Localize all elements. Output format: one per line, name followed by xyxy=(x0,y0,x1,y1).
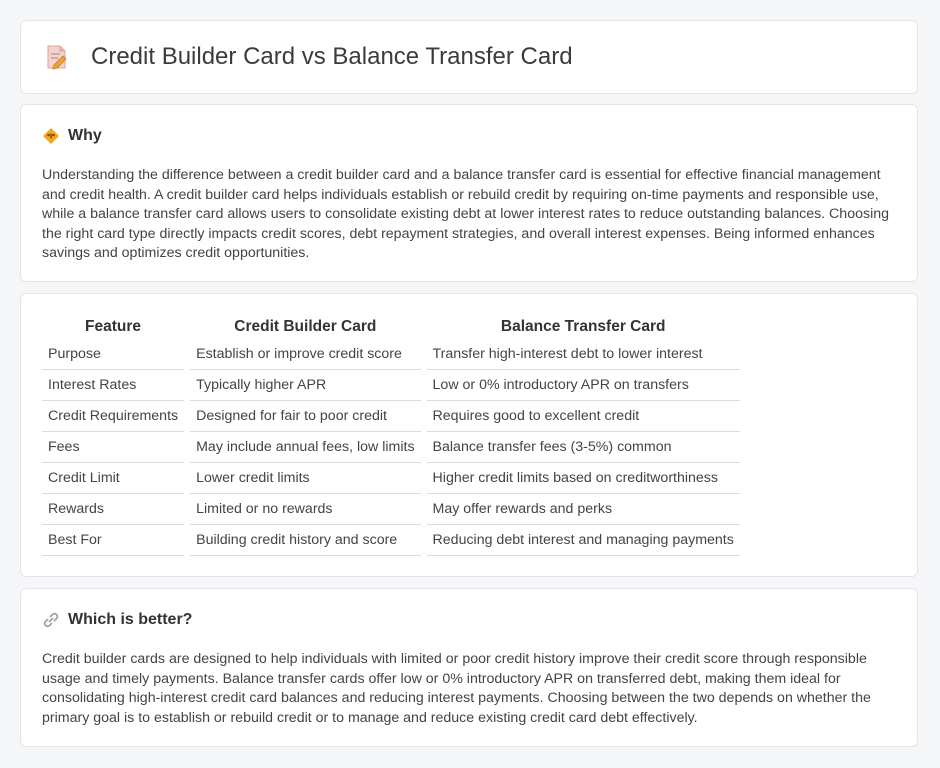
table-cell: Transfer high-interest debt to lower interest xyxy=(427,339,740,370)
comparison-section xyxy=(20,293,918,577)
better-text: Credit builder cards are designed to help individuals with limited or poor credit history improve their credit score through responsible usage and timely payments. Balance transfer cards offer low or 0% introductory APR on transferred debt, making them ideal for consolidating high-interest credit card balances and reducing interest payments. Choosing between the two depends on whether the primary goal is to establish or rebuild credit or to manage and reduce existing credit card debt effectively. xyxy=(42,651,871,726)
table-row xyxy=(42,401,740,432)
table-cell: May offer rewards and perks xyxy=(427,494,740,525)
table-cell: Balance transfer fees (3-5%) common xyxy=(427,432,740,463)
table-cell: Designed for fair to poor credit xyxy=(190,401,420,432)
table-row xyxy=(42,432,740,463)
better-heading: Which is better? xyxy=(68,611,193,628)
table-cell: Lower credit limits xyxy=(190,463,420,494)
table-cell: Limited or no rewards xyxy=(190,494,420,525)
table-cell: Higher credit limits based on creditworthiness xyxy=(427,463,740,494)
table-row xyxy=(42,494,740,525)
better-heading-row xyxy=(42,611,192,629)
link-icon xyxy=(42,611,60,629)
why-heading-row xyxy=(42,127,102,145)
table-cell: Fees xyxy=(42,432,184,463)
table-row xyxy=(42,370,740,401)
table-cell: Requires good to excellent credit xyxy=(427,401,740,432)
header-feature: Feature xyxy=(85,318,142,335)
table-cell: Reducing debt interest and managing payments xyxy=(427,525,740,556)
why-heading: Why xyxy=(68,127,102,144)
table-cell: Typically higher APR xyxy=(190,370,420,401)
table-cell: Credit Requirements xyxy=(42,401,184,432)
table-header-row xyxy=(42,316,740,339)
header-credit-builder: Credit Builder Card xyxy=(234,318,377,335)
title-row xyxy=(45,43,573,71)
header-balance-transfer: Balance Transfer Card xyxy=(500,318,666,335)
table-cell: Credit Limit xyxy=(42,463,184,494)
page-title: Credit Builder Card vs Balance Transfer Card xyxy=(91,43,573,70)
which-better-section xyxy=(20,588,918,747)
table-cell: Establish or improve credit score xyxy=(190,339,420,370)
table-row xyxy=(42,339,740,370)
table-cell: Building credit history and score xyxy=(190,525,420,556)
table-row xyxy=(42,525,740,556)
table-cell: Rewards xyxy=(42,494,184,525)
comparison-table xyxy=(36,316,746,556)
diamond-warning-icon xyxy=(42,127,60,145)
table-cell: Purpose xyxy=(42,339,184,370)
table-cell: May include annual fees, low limits xyxy=(190,432,420,463)
table-cell: Best For xyxy=(42,525,184,556)
table-cell: Interest Rates xyxy=(42,370,184,401)
document-edit-icon xyxy=(45,44,69,70)
why-section xyxy=(20,104,918,282)
table-cell: Low or 0% introductory APR on transfers xyxy=(427,370,740,401)
why-text: Understanding the difference between a credit builder card and a balance transfer card is essential for effective financial management and credit health. A credit builder card helps individuals establish or rebuild credit by requiring on-time payments and responsible use, while a balance transfer card allows users to consolidate existing debt at lower interest rates to reduce outstanding balances. Choosing the right card type directly impacts credit scores, debt repayment strategies, and overall interest expenses. Being informed enhances savings and optimizes credit opportunities. xyxy=(42,167,890,262)
table-row xyxy=(42,463,740,494)
title-card xyxy=(20,20,918,94)
